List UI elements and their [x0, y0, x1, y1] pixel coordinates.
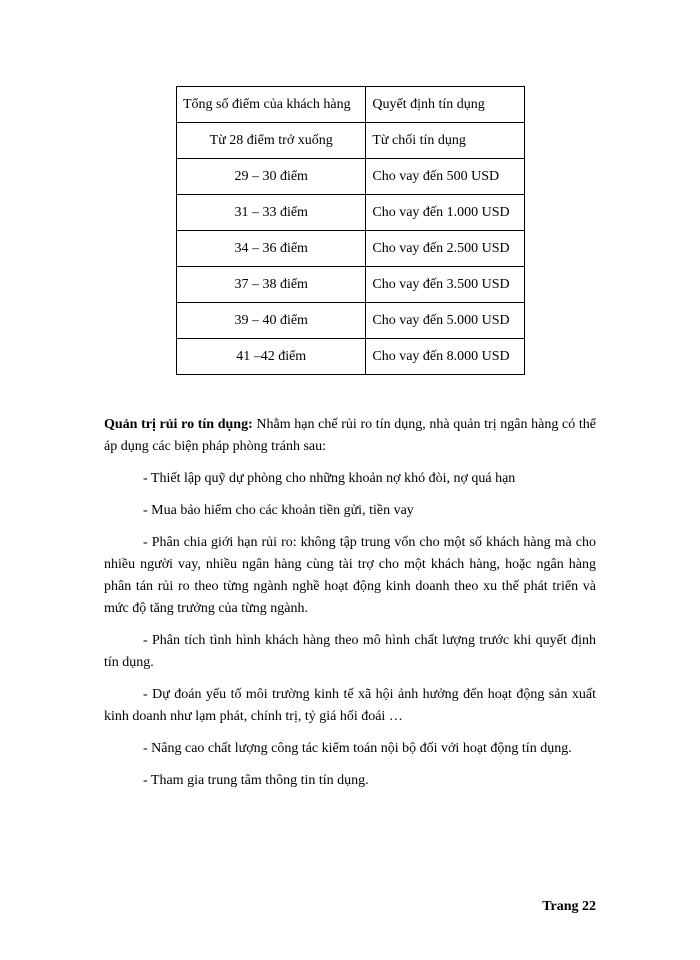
table-row	[177, 267, 525, 303]
page-number: Trang 22	[542, 899, 596, 914]
list-item: - Nâng cao chất lượng công tác kiểm toán nội bộ đối với hoạt động tín dụng.	[143, 741, 572, 756]
table-row	[177, 339, 525, 375]
table-row	[177, 123, 525, 159]
section-heading: Quản trị rủi ro tín dụng:	[104, 417, 253, 432]
table-header-row	[177, 87, 525, 123]
list-item: - Tham gia trung tâm thông tin tín dụng.	[143, 773, 369, 788]
table-cell-decision: Cho vay đến 3.500 USD	[366, 267, 525, 303]
table-row	[177, 231, 525, 267]
table-cell-score: Từ 28 điểm trở xuống	[177, 123, 366, 159]
section-intro-text: Nhằm hạn chế rủi ro tín dụng, nhà quản trị ngân hàng có thể áp dụng các biện pháp phòng tránh sau:	[104, 417, 597, 454]
table-cell-score: 41 –42 điểm	[177, 339, 366, 375]
table-cell-decision: Cho vay đến 5.000 USD	[366, 303, 525, 339]
list-item: - Mua bảo hiểm cho các khoản tiền gửi, tiền vay	[143, 503, 414, 518]
list-item: - Thiết lập quỹ dự phòng cho những khoản nợ khó đòi, nợ quá hạn	[143, 471, 516, 486]
section-intro-paragraph	[104, 414, 596, 458]
table-cell-score: 31 – 33 điểm	[177, 195, 366, 231]
table-row	[177, 195, 525, 231]
table-cell-score: 29 – 30 điểm	[177, 159, 366, 195]
table-cell-decision: Cho vay đến 8.000 USD	[366, 339, 525, 375]
section-body	[104, 414, 596, 802]
table-row	[177, 159, 525, 195]
list-item: - Dự đoán yếu tố môi trường kinh tế xã hội ảnh hưởng đến hoạt động sản xuất kinh doanh như lạm phát, chính trị, tỷ giá hối đoái …	[104, 687, 596, 724]
list-item: - Phân chia giới hạn rủi ro: không tập trung vốn cho một số khách hàng mà cho nhiều người vay, nhiều ngân hàng cùng tài trợ cho một khách hàng, hoặc ngân hàng phân tán rủi ro theo từng ngành nghề hoạt động kinh doanh theo xu thế phát triển và mức độ tăng trưởng của từng ngành.	[104, 535, 596, 616]
table-cell-decision: Cho vay đến 500 USD	[366, 159, 525, 195]
list-item: - Phân tích tình hình khách hàng theo mô hình chất lượng trước khi quyết định tín dụng.	[104, 633, 596, 670]
table-header-decision: Quyết định tín dụng	[366, 87, 525, 123]
table-row	[177, 303, 525, 339]
credit-score-table	[176, 86, 525, 375]
table-cell-decision: Cho vay đến 2.500 USD	[366, 231, 525, 267]
table-header-score: Tổng số điểm của khách hàng	[177, 87, 366, 123]
table-cell-decision: Từ chối tín dụng	[366, 123, 525, 159]
table-cell-score: 34 – 36 điểm	[177, 231, 366, 267]
table-cell-decision: Cho vay đến 1.000 USD	[366, 195, 525, 231]
table-cell-score: 39 – 40 điểm	[177, 303, 366, 339]
table-cell-score: 37 – 38 điểm	[177, 267, 366, 303]
